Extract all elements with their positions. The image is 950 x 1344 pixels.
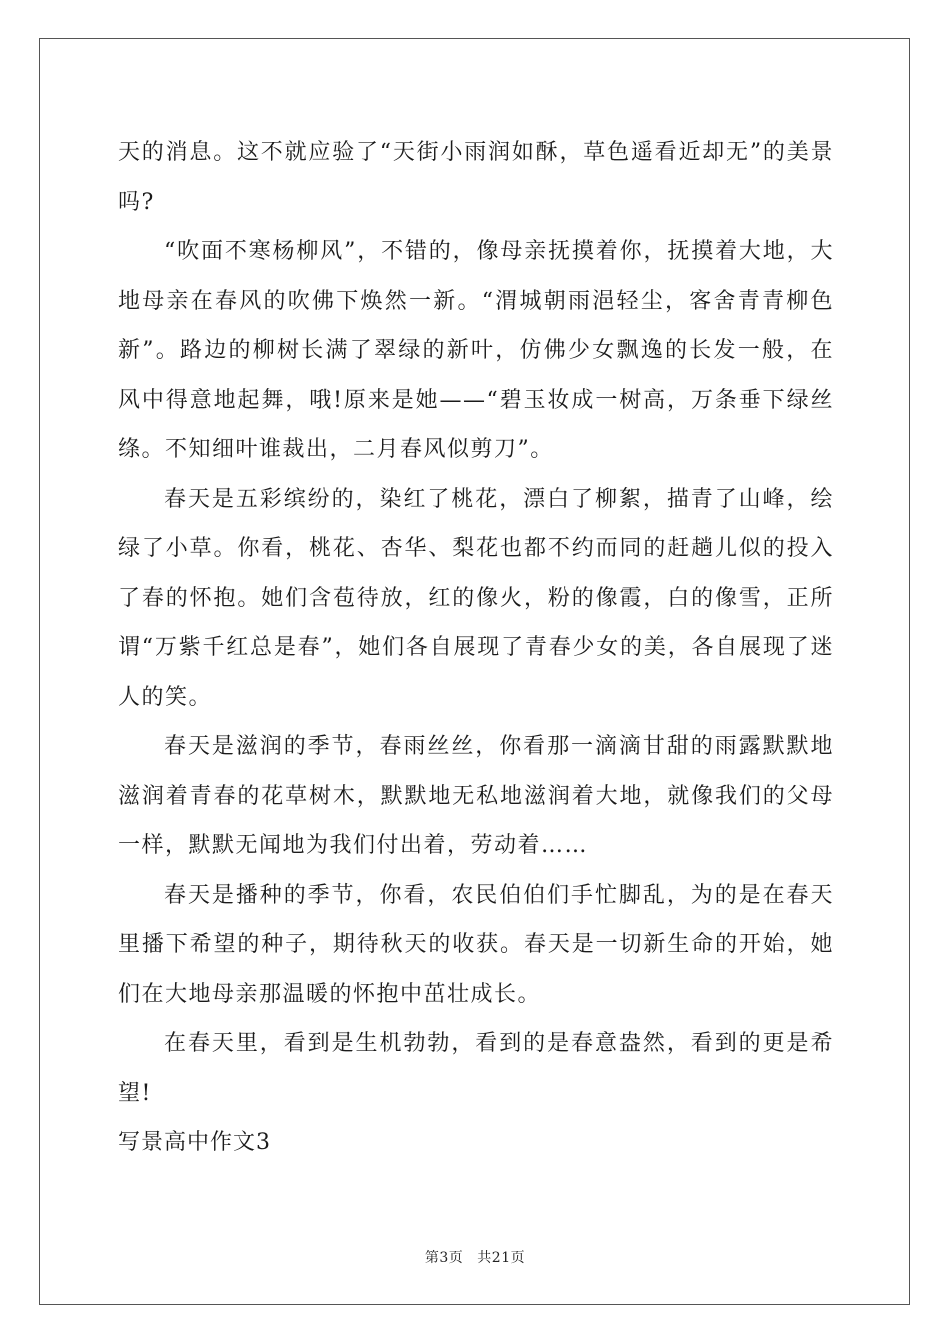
section-heading: 写景高中作文3 [118,1130,271,1155]
paragraph-6: 在春天里，看到是生机勃勃，看到的是春意盎然，看到的更是希望! [118,1031,834,1106]
paragraph-1: 天的消息。这不就应验了“天街小雨润如酥，草色遥看近却无”的美景吗? [118,140,834,215]
document-body [118,128,834,1168]
paragraph-3: 春天是五彩缤纷的，染红了桃花，漂白了柳絮，描青了山峰，绘绿了小草。你看，桃花、杏华、梨花也都不约而同的赶趟儿似的投入了春的怀抱。她们含苞待放，红的像火，粉的像霞，白的像雪，正所谓“万紫千红总是春”，她们各自展现了青春少女的美，各自展现了迷人的笑。 [118,486,834,710]
page-number: 第3页 [424,1250,464,1266]
page-footer [0,1247,950,1267]
paragraph-5: 春天是播种的季节，你看，农民伯伯们手忙脚乱，为的是在春天里播下希望的种子，期待秋天的收获。春天是一切新生命的开始，她们在大地母亲那温暖的怀抱中茁壮成长。 [118,882,834,1007]
paragraph-4: 春天是滋润的季节，春雨丝丝，你看那一滴滴甘甜的雨露默默地滋润着青春的花草树木，默默地无私地滋润着大地，就像我们的父母一样，默默无闻地为我们付出着，劳动着…… [118,734,834,858]
paragraph-2: “吹面不寒杨柳风”，不错的，像母亲抚摸着你，抚摸着大地，大地母亲在春风的吹佛下焕然一新。“渭城朝雨浥轻尘，客舍青青柳色新”。路边的柳树长满了翠绿的新叶，仿佛少女飘逸的长发一般，在风中得意地起舞，哦!原来是她——“碧玉妆成一树高，万条垂下绿丝绦。不知细叶谁裁出，二月春风似剪刀”。 [118,239,834,462]
page-total: 共21页 [477,1250,526,1266]
